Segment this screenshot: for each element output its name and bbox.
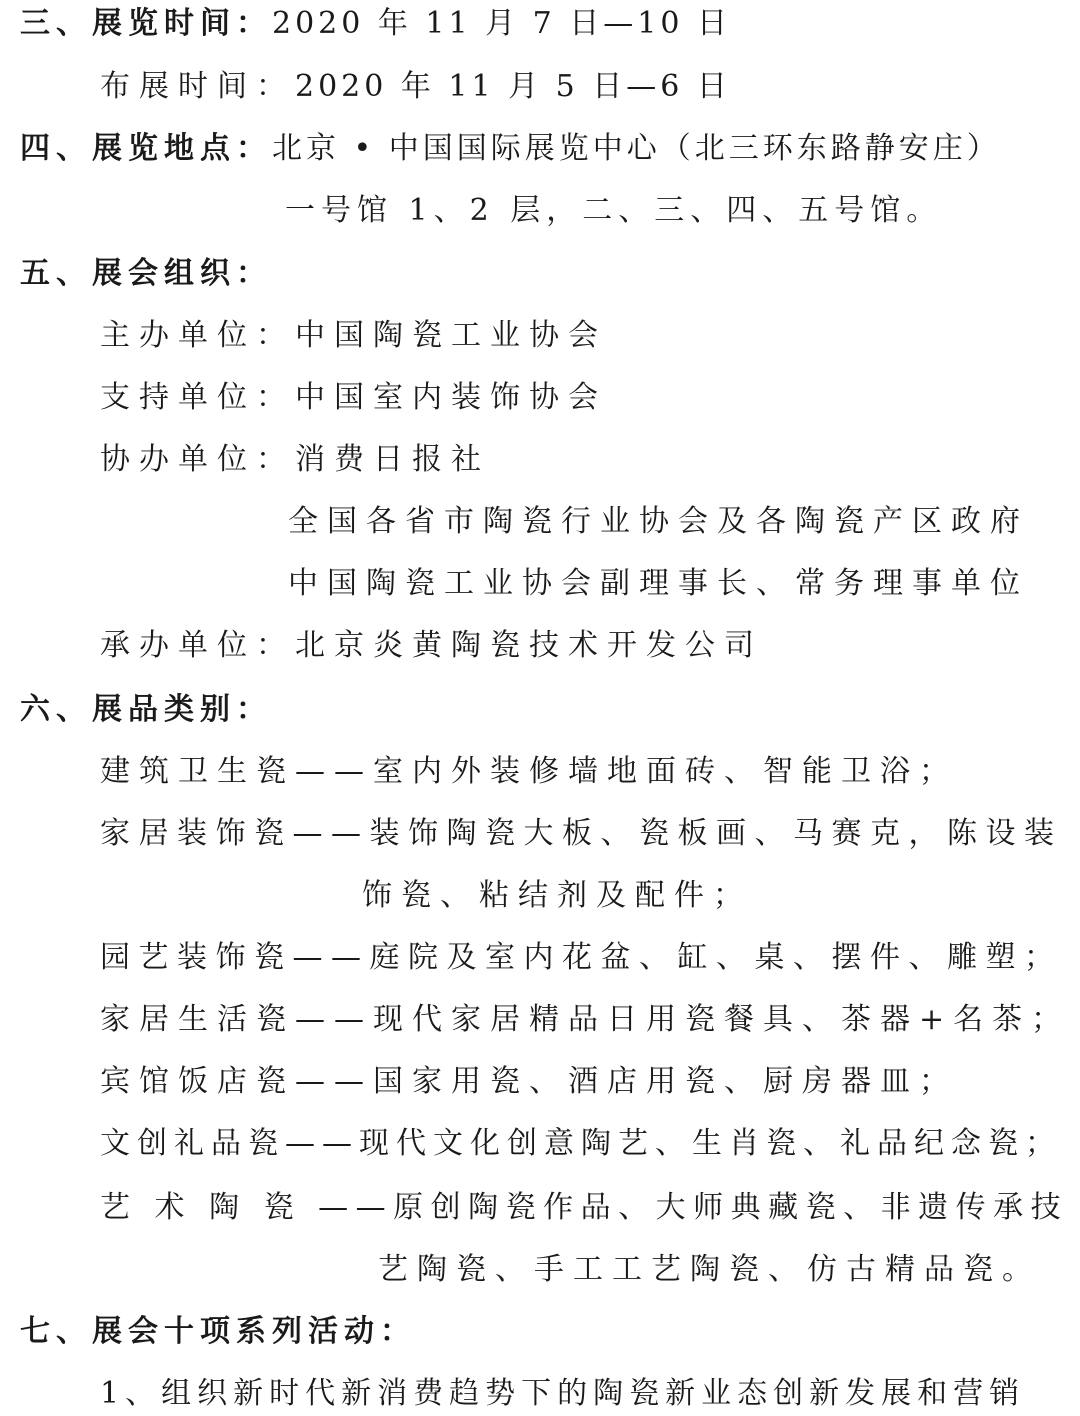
venue-value: 北京 • 中国国际展览中心（北三环东路静安庄）	[272, 131, 1001, 166]
category-item: 文创礼品瓷——现代文化创意陶艺、生肖瓷、礼品纪念瓷；	[100, 1126, 1062, 1161]
category-item: 家居装饰瓷——装饰陶瓷大板、瓷板画、马赛克，陈设装	[100, 816, 1063, 851]
activity-item: 1、组织新时代新消费趋势下的陶瓷新业态创新发展和营销	[100, 1376, 1026, 1411]
section-4-line	[20, 127, 1001, 171]
host-line: 主办单位：中国陶瓷工业协会	[100, 318, 607, 353]
section-3-heading: 三、展览时间：	[20, 6, 272, 41]
venue-continued: 一号馆 1、2 层，二、三、四、五号馆。	[285, 193, 943, 228]
section-5-heading: 五、展会组织：	[20, 256, 272, 291]
category-item: 建筑卫生瓷——室内外装修墙地面砖、智能卫浴；	[100, 754, 958, 789]
organizer-line: 承办单位：北京炎黄陶瓷技术开发公司	[100, 628, 763, 663]
category-item: 艺 术 陶 瓷 ——原创陶瓷作品、大师典藏瓷、非遗传承技	[100, 1190, 1069, 1225]
support-line: 支持单位：中国室内装饰协会	[100, 380, 607, 415]
category-item-continued: 艺陶瓷、手工工艺陶瓷、仿古精品瓷。	[378, 1252, 1041, 1287]
category-item: 宾馆饭店瓷——国家用瓷、酒店用瓷、厨房器皿；	[100, 1064, 958, 1099]
section-3-line	[20, 2, 731, 46]
setup-time-label: 布展时间：	[100, 69, 295, 104]
category-item: 家居生活瓷——现代家居精品日用瓷餐具、茶器+名茶；	[100, 1002, 1071, 1037]
co-host-line-2: 全国各省市陶瓷行业协会及各陶瓷产区政府	[288, 504, 1029, 539]
category-item: 园艺装饰瓷——庭院及室内花盆、缸、桌、摆件、雕塑；	[100, 940, 1063, 975]
section-6-heading: 六、展品类别：	[20, 692, 272, 727]
exhibition-time-value: 2020 年 11 月 7 日—10 日	[272, 6, 731, 41]
section-7-heading: 七、展会十项系列活动：	[20, 1314, 416, 1349]
co-host-line-3: 中国陶瓷工业协会副理事长、常务理事单位	[288, 566, 1029, 601]
setup-time-value: 2020 年 11 月 5 日—6 日	[295, 69, 731, 104]
setup-time-line	[100, 65, 731, 109]
section-4-heading: 四、展览地点：	[20, 131, 272, 166]
category-item-continued: 饰瓷、粘结剂及配件；	[362, 878, 752, 913]
co-host-line: 协办单位：消费日报社	[100, 442, 490, 477]
